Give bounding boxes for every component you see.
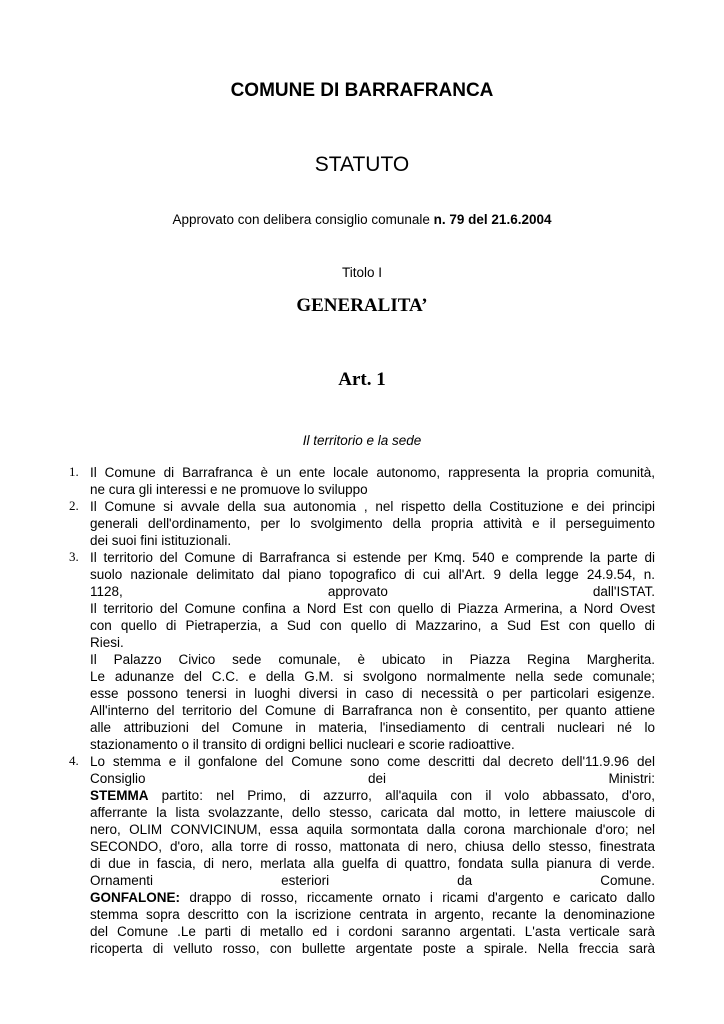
text-line: Le adunanze del C.C. e della G.M. si svolgono normalmente nella sede comunale;: [90, 669, 655, 684]
text-line: di due in fascia, di nero, merlata alla guelfa di quattro, fondata sulla pianura di verde.: [90, 856, 655, 871]
paragraph-item: [0, 549, 655, 753]
text-line: Riesi.: [90, 635, 124, 650]
paragraph-number: 4.: [69, 753, 79, 768]
text-line: Il Comune si avvale della sua autonomia , nel rispetto della Costituzione e dei principi: [90, 499, 655, 514]
section-heading: GENERALITA’: [296, 295, 428, 316]
text-line: afferrante la lista svolazzante, dello stesso, caricata dal motto, in lettere maiuscole di: [90, 805, 655, 820]
text-line: generali dell'ordinamento, per lo svolgimento della propria attività e il perseguimento: [90, 516, 655, 531]
text-line: ricoperta di velluto rosso, con bullette argentate poste a spirale. Nella freccia sarà: [90, 941, 655, 956]
gonfalone-line: GONFALONE: drappo di rosso, riccamente ornato i ricami d'argento e caricato dallo: [90, 890, 655, 905]
paragraph-item: [0, 464, 655, 498]
text-line: Ornamenti esteriori da Comune.: [90, 873, 655, 888]
stemma-line: STEMMA partito: nel Primo, di azzurro, all'aquila con il volo abbassato, d'oro,: [90, 788, 655, 803]
text-line: esse possono tenersi in luoghi diversi in caso di necessità o per particolari esigenze.: [90, 686, 655, 701]
text-line: stemma sopra descritto con la iscrizione centrata in argento, recante la denominazione: [90, 907, 655, 922]
text-line: ne cura gli interessi e ne promuove lo sviluppo: [90, 482, 368, 497]
gonfalone-label: GONFALONE:: [90, 890, 180, 905]
text-line: alle attribuzioni del Comune in materia, l'insediamento di centrali nucleari né lo: [90, 720, 655, 735]
stemma-label: STEMMA: [90, 788, 149, 803]
municipality-title: COMUNE DI BARRAFRANCA: [230, 80, 494, 101]
document-type-heading: STATUTO: [314, 153, 410, 176]
text-line: 1128, approvato dall'ISTAT.: [90, 584, 655, 599]
text-line: nero, OLIM CONVICINUM, essa aquila sormontata dalla corona marchionale d'oro; nel: [90, 822, 655, 837]
article-heading: Art. 1: [338, 369, 386, 390]
approval-line: [0, 212, 724, 227]
paragraph-number: 2.: [69, 498, 79, 513]
text-line: stazionamento o il transito di ordigni bellici nucleari e scorie radioattive.: [90, 737, 515, 752]
text-line: con quello di Pietraperzia, a Sud con quello di Mazzarino, a Sud Est con quello di: [90, 618, 655, 633]
paragraph-number: 1.: [69, 464, 79, 479]
paragraph-item: [0, 498, 655, 549]
title-number: Titolo I: [341, 265, 382, 280]
text-line: Consiglio dei Ministri:: [90, 771, 655, 786]
text-line: dei suoi fini istituzionali.: [90, 533, 232, 548]
article-subtitle: Il territorio e la sede: [302, 433, 422, 448]
article-paragraphs: [0, 464, 724, 957]
text-line: del Comune .Le parti di metallo ed i cordoni saranno argentati. L'asta verticale sarà: [90, 924, 655, 939]
text-line: SECONDO, d'oro, alla torre di rosso, mattonata di nero, chiusa dello stesso, finestrata: [90, 839, 655, 854]
paragraph-number: 3.: [69, 549, 79, 564]
text-line: Il territorio del Comune confina a Nord Est con quello di Piazza Armerina, a Nord Ovest: [90, 601, 655, 616]
paragraph-item: [0, 753, 655, 957]
text-line: Il Palazzo Civico sede comunale, è ubicato in Piazza Regina Margherita.: [90, 652, 655, 667]
approval-prefix: Approvato con delibera consiglio comunale: [172, 212, 434, 227]
text-line: All'interno del territorio del Comune di Barrafranca non è consentito, per quanto attiene: [90, 703, 655, 718]
text-line: Il territorio del Comune di Barrafranca si estende per Kmq. 540 e comprende la parte di: [90, 550, 655, 565]
text-line: Il Comune di Barrafranca è un ente locale autonomo, rappresenta la propria comunità,: [90, 465, 655, 480]
text-line: suolo nazionale delimitato dal piano topografico di cui all'Art. 9 della legge 24.9.54, n.: [90, 567, 655, 582]
text-line: Lo stemma e il gonfalone del Comune sono come descritti dal decreto dell'11.9.96 del: [90, 754, 655, 769]
approval-reference: n. 79 del 21.6.2004: [433, 212, 552, 227]
